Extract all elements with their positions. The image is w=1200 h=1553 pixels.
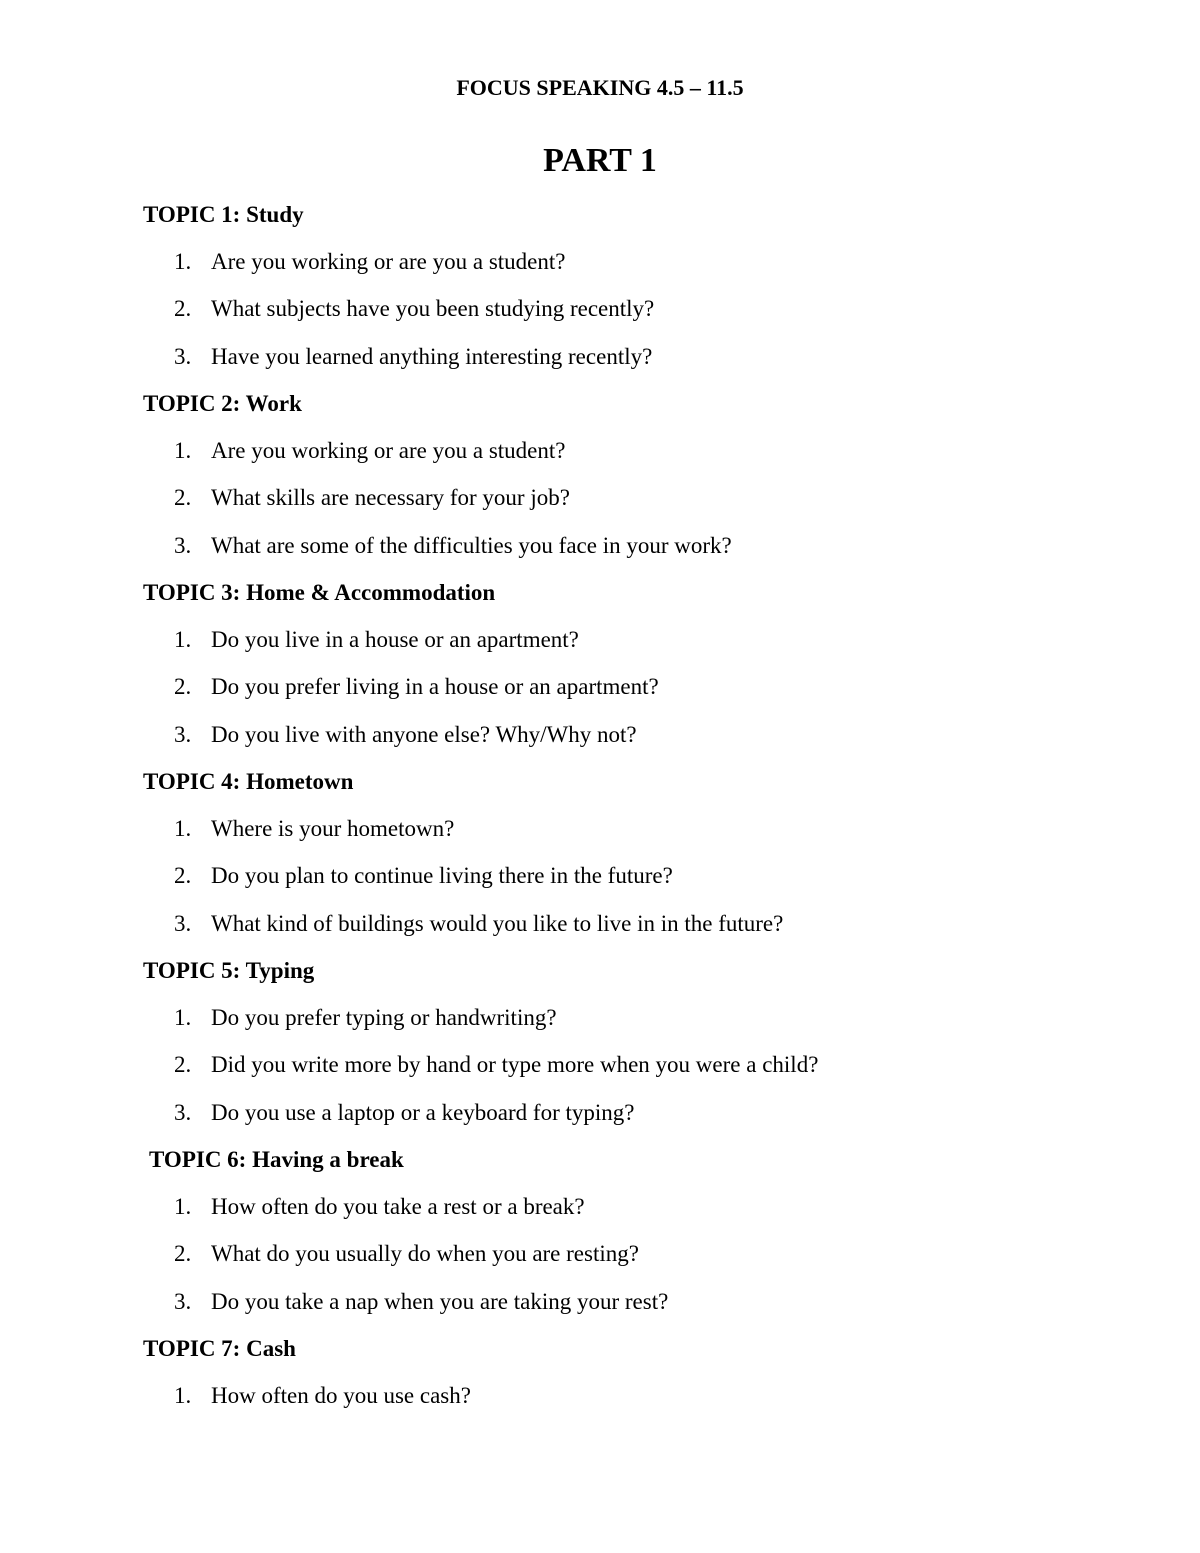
question-text: Do you use a laptop or a keyboard for typing?	[211, 1099, 635, 1125]
question-text: Did you write more by hand or type more when you were a child?	[211, 1052, 819, 1078]
question-item	[174, 1192, 585, 1222]
question-item	[174, 436, 565, 466]
question-text: Do you prefer living in a house or an apartment?	[211, 674, 659, 700]
question-number: 1.	[174, 438, 192, 464]
question-item	[174, 294, 654, 324]
question-number: 3.	[174, 532, 192, 558]
question-text: How often do you use cash?	[211, 1383, 471, 1409]
question-item	[174, 861, 673, 891]
question-number: 2.	[174, 674, 192, 700]
document-title: FOCUS SPEAKING 4.5 – 11.5	[456, 75, 744, 100]
question-item	[174, 814, 454, 844]
question-item	[174, 625, 579, 655]
question-text: Do you plan to continue living there in the future?	[211, 863, 673, 889]
question-number: 1.	[174, 1005, 192, 1031]
question-text: What skills are necessary for your job?	[211, 485, 570, 511]
question-number: 3.	[174, 910, 192, 936]
question-number: 3.	[174, 343, 192, 369]
question-number: 2.	[174, 863, 192, 889]
question-number: 3.	[174, 1288, 192, 1314]
topic-heading: TOPIC 6: Having a break	[149, 1147, 404, 1172]
question-item	[174, 1287, 668, 1317]
question-number: 1.	[174, 249, 192, 275]
question-item	[174, 909, 783, 939]
topic-heading: TOPIC 2: Work	[143, 391, 302, 416]
question-text: How often do you take a rest or a break?	[211, 1194, 585, 1220]
question-text: What kind of buildings would you like to live in in the future?	[211, 910, 784, 936]
question-text: Do you live in a house or an apartment?	[211, 627, 579, 653]
topic-heading: TOPIC 1: Study	[143, 202, 304, 227]
question-item	[174, 1003, 557, 1033]
question-text: Have you learned anything interesting recently?	[211, 343, 653, 369]
question-text: Do you take a nap when you are taking your rest?	[211, 1288, 669, 1314]
question-number: 3.	[174, 721, 192, 747]
question-number: 1.	[174, 1194, 192, 1220]
question-text: What do you usually do when you are resting?	[211, 1241, 639, 1267]
question-number: 1.	[174, 816, 192, 842]
question-item	[174, 672, 659, 702]
question-number: 2.	[174, 1052, 192, 1078]
part-heading: PART 1	[543, 142, 657, 179]
question-item	[174, 531, 732, 561]
topic-heading: TOPIC 7: Cash	[143, 1336, 296, 1361]
question-number: 1.	[174, 1383, 192, 1409]
question-number: 1.	[174, 627, 192, 653]
question-item	[174, 342, 652, 372]
question-number: 3.	[174, 1099, 192, 1125]
question-text: What are some of the difficulties you face in your work?	[211, 532, 732, 558]
question-text: Are you working or are you a student?	[211, 438, 566, 464]
question-text: Do you prefer typing or handwriting?	[211, 1005, 557, 1031]
question-number: 2.	[174, 296, 192, 322]
question-text: Where is your hometown?	[211, 816, 455, 842]
question-item	[174, 247, 565, 277]
topic-heading: TOPIC 4: Hometown	[143, 769, 354, 794]
question-number: 2.	[174, 1241, 192, 1267]
question-number: 2.	[174, 485, 192, 511]
question-item	[174, 1098, 634, 1128]
question-item	[174, 1239, 639, 1269]
question-text: Do you live with anyone else? Why/Why not?	[211, 721, 637, 747]
question-item	[174, 720, 637, 750]
question-text: What subjects have you been studying recently?	[211, 296, 655, 322]
question-text: Are you working or are you a student?	[211, 249, 566, 275]
topic-heading: TOPIC 5: Typing	[143, 958, 315, 983]
question-item	[174, 1381, 471, 1411]
question-item	[174, 1050, 818, 1080]
topic-heading: TOPIC 3: Home & Accommodation	[143, 580, 496, 605]
question-item	[174, 483, 570, 513]
